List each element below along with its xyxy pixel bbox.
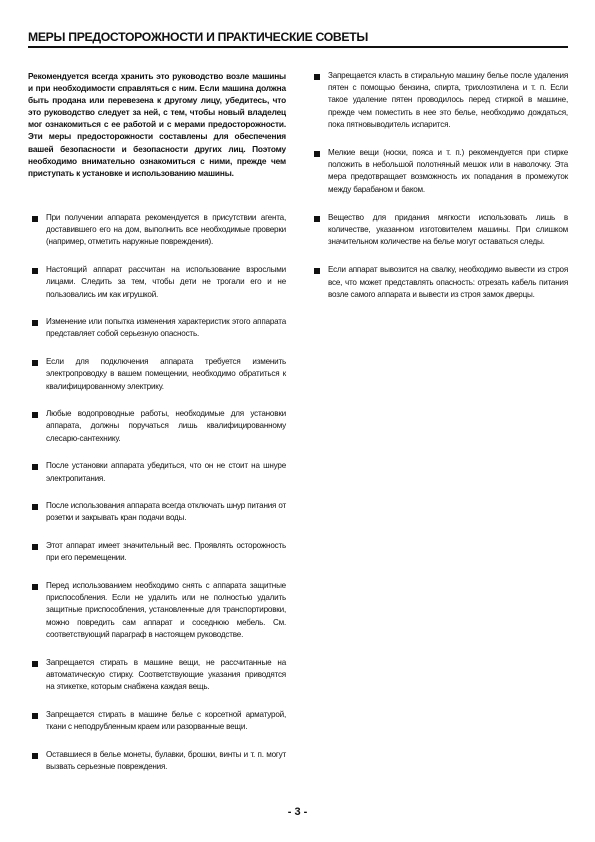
list-item-text: Если аппарат вывозится на свалку, необходимо вывести из строя все, что может представлять опасность: отрезать кабель питания возле самого аппарата и вывести из строя замок дверцы. — [328, 265, 568, 299]
list-item-text: Вещество для придания мягкости использовать лишь в количестве, указанном изготовителем машины. При слишком значительном количестве на белье могут оставаться следы. — [328, 212, 568, 247]
bullet-square-icon — [314, 216, 320, 222]
list-item — [310, 70, 568, 131]
list-item — [28, 316, 286, 340]
bullet-square-icon — [32, 216, 38, 222]
list-item — [28, 709, 286, 733]
list-item — [28, 580, 286, 641]
list-item-text: Если для подключения аппарата требуется изменить электропроводку в вашем помещении, необходимо обратиться к квалифицированному электрику. — [46, 357, 286, 391]
title-divider — [28, 46, 568, 48]
list-item — [28, 500, 286, 524]
list-item-text: Запрещается стирать в машине вещи, не рассчитанные на автоматическую стирку. Соответствующие указания приводятся на этикетке, которым снабжена каждая вещь. — [46, 657, 286, 691]
list-item-text: Любые водопроводные работы, необходимые для установки аппарата, должны поручаться лишь квалифицированному слесарю-сантехнику. — [46, 409, 286, 443]
bullet-square-icon — [32, 268, 38, 274]
list-item — [28, 356, 286, 393]
list-item — [28, 749, 286, 773]
list-item-text: Перед использованием необходимо снять с аппарата защитные приспособления. Если не удалить или не полностью удалить защитные приспособления, установленные для транспортировки, можно повредить сам аппарат и соседнюю мебель. См. соответствующий параграф в настоящем руководстве. — [46, 581, 286, 639]
bullet-square-icon — [314, 151, 320, 157]
list-item — [310, 147, 568, 196]
bullet-square-icon — [32, 584, 38, 590]
list-item-text: Запрещается класть в стиральную машину белье после удаления пятен с помощью бензина, спирта, трихлоэтилена и т. п. Если такое удаление пятен проводилось перед стиркой в машине, прежде чем поместить в нее это белье, необходимо дождаться, пока пятновыводитель испарится. — [328, 71, 568, 129]
page-title: МЕРЫ ПРЕДОСТОРОЖНОСТИ И ПРАКТИЧЕСКИЕ СОВЕТЫ — [28, 30, 369, 44]
list-item-text: При получении аппарата рекомендуется в присутствии агента, доставившего его на дом, выполнить все необходимые проверки (например, отметить наружные повреждения). — [46, 213, 286, 247]
bullet-square-icon — [32, 713, 38, 719]
list-item-text: Мелкие вещи (носки, пояса и т. п.) рекомендуется при стирке положить в небольшой полотняный мешок или в наволочку. Эта мера предотвращает возможность их попадания в промежуток между барабаном и баком. — [328, 148, 568, 194]
bullet-square-icon — [32, 661, 38, 667]
list-item — [28, 460, 286, 484]
list-item-text: Этот аппарат имеет значительный вес. Проявлять осторожность при его перемещении. — [46, 541, 286, 563]
list-item — [28, 657, 286, 694]
list-item — [28, 212, 286, 249]
list-item-text: Изменение или попытка изменения характеристик этого аппарата представляет собой серьезную опасность. — [46, 317, 286, 339]
list-item-text: Оставшиеся в белье монеты, булавки, брошки, винты и т. п. могут вызвать серьезные повреждения. — [46, 749, 286, 771]
bullet-square-icon — [32, 360, 38, 366]
bullet-square-icon — [314, 268, 320, 274]
bullet-square-icon — [32, 412, 38, 418]
intro-paragraph: Рекомендуется всегда хранить это руководство возле машины и при необходимости справляться с ним. Если машина должна быть продана или перевезена к другому лицу, убедитесь, что это руководство следует за ней, с тем, чтобы новый владелец мог ознакомиться с ее работой и с мерами предосторожности. Эти меры предосторожности составлены для обеспечения вашей безопасности и безопасности других лиц. Поэтому необходимо внимательно ознакомиться с ними, прежде чем приступать к установке и использованию машины. — [28, 71, 286, 178]
bullet-square-icon — [32, 544, 38, 550]
list-item — [28, 408, 286, 445]
list-item — [310, 264, 568, 301]
list-item — [28, 540, 286, 564]
list-item — [28, 264, 286, 301]
list-item-text: После использования аппарата всегда отключать шнур питания от розетки и закрывать кран подачи воды. — [46, 501, 286, 523]
bullet-square-icon — [32, 464, 38, 470]
bullet-square-icon — [314, 74, 320, 80]
list-item — [310, 212, 568, 249]
list-item-text: Запрещается стирать в машине белье с корсетной арматурой, ткани с неподрубленным краем или разорванные вещи. — [46, 709, 286, 731]
bullet-square-icon — [32, 753, 38, 759]
bullet-square-icon — [32, 320, 38, 326]
bullet-square-icon — [32, 504, 38, 510]
list-item-text: Настоящий аппарат рассчитан на использование взрослыми лицами. Следить за тем, чтобы дети не трогали его и не пользовались им как игрушкой. — [46, 265, 286, 299]
page-number: - 3 - — [287, 806, 308, 818]
left-column-list — [28, 212, 286, 789]
list-item-text: После установки аппарата убедиться, что он не стоит на шнуре электропитания. — [46, 461, 286, 483]
right-column-list — [310, 70, 568, 317]
